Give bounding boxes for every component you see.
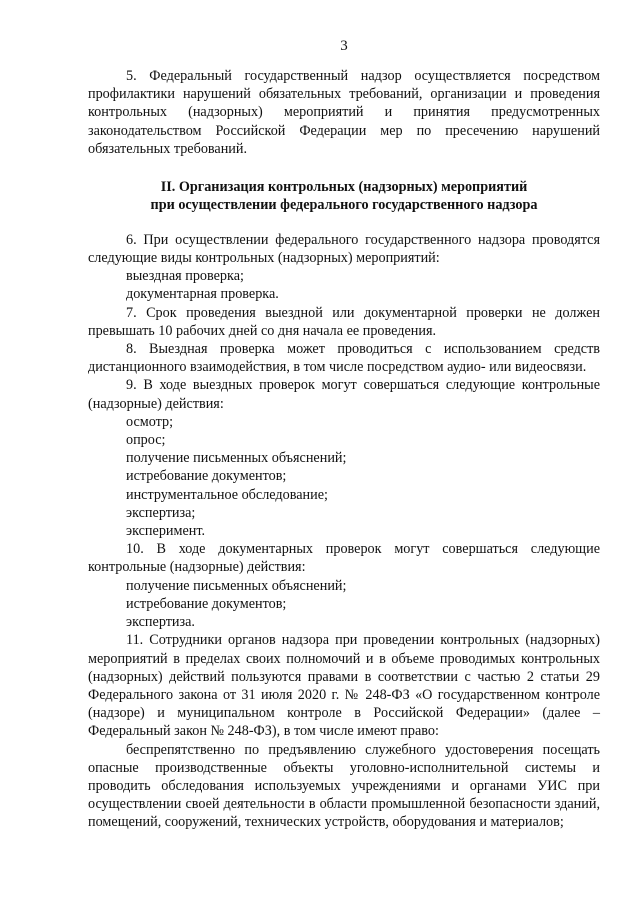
list-item: получение письменных объяснений; [126, 577, 347, 594]
list-item: получение письменных объяснений; [126, 450, 347, 467]
list-item: осмотр; [126, 413, 174, 430]
list-item: экспертиза. [126, 614, 195, 631]
list-item: эксперимент. [126, 523, 206, 540]
paragraph-5: 5. Федеральный государственный надзор осуществляется посредством профилактики нарушений обязательных требований, организации и проведения контрольных (надзорных) мероприятий и принятия предусмотренных законодательством Российской Федерации мер по пресечению нарушений обязательных требований. [88, 68, 600, 157]
list-item: истребование документов; [126, 468, 287, 485]
list-item: инструментальное обследование; [126, 486, 328, 503]
paragraph-10: 10. В ходе документарных проверок могут совершаться следующие контрольные (надзорные) действия: [88, 541, 600, 576]
paragraph-7: 7. Срок проведения выездной или документарной проверки не должен превышать 10 рабочих дней со дня начала ее проведения. [88, 304, 600, 339]
section-heading-line-2: при осуществлении федерального государственного надзора [150, 197, 538, 214]
list-item: опрос; [126, 432, 166, 449]
list-item: истребование документов; [126, 595, 287, 612]
list-item: документарная проверка. [126, 286, 279, 303]
paragraph-6: 6. При осуществлении федерального государственного надзора проводятся следующие виды контрольных (надзорных) мероприятий: [88, 231, 600, 267]
list-item: выездная проверка; [126, 268, 244, 285]
list-item: экспертиза; [126, 504, 196, 521]
section-heading-line-1: II. Организация контрольных (надзорных) мероприятий [160, 179, 528, 196]
section-heading [88, 178, 600, 215]
page-number: 3 [340, 38, 348, 54]
paragraph-8: 8. Выездная проверка может проводиться с использованием средств дистанционного взаимодействия, в том числе посредством аудио- или видеосвязи. [88, 341, 600, 376]
paragraph-11-right-1: беспрепятственно по предъявлению служебного удостоверения посещать опасные производственные объекты уголовно-исполнительной системы и проводить обследования используемых учреждениями и органами УИС при осуществлении своей деятельности в области промышленной безопасности зданий, помещений, сооружений, технических устройств, оборудования и материалов; [88, 741, 600, 831]
paragraph-9: 9. В ходе выездных проверок могут совершаться следующие контрольные (надзорные) действия: [88, 377, 600, 412]
paragraph-11: 11. Сотрудники органов надзора при проведении контрольных (надзорных) мероприятий в пределах своих полномочий и в объеме проводимых контрольных (надзорных) действий пользуются правами в соответствии с частью 2 статьи 29 Федерального закона от 31 июля 2020 г. № 248-ФЗ «О государственном контроле (надзоре) и муниципальном контроле в Российской Федерации» (далее – Федеральный закон № 248-ФЗ), в том числе имеют право: [88, 632, 600, 740]
